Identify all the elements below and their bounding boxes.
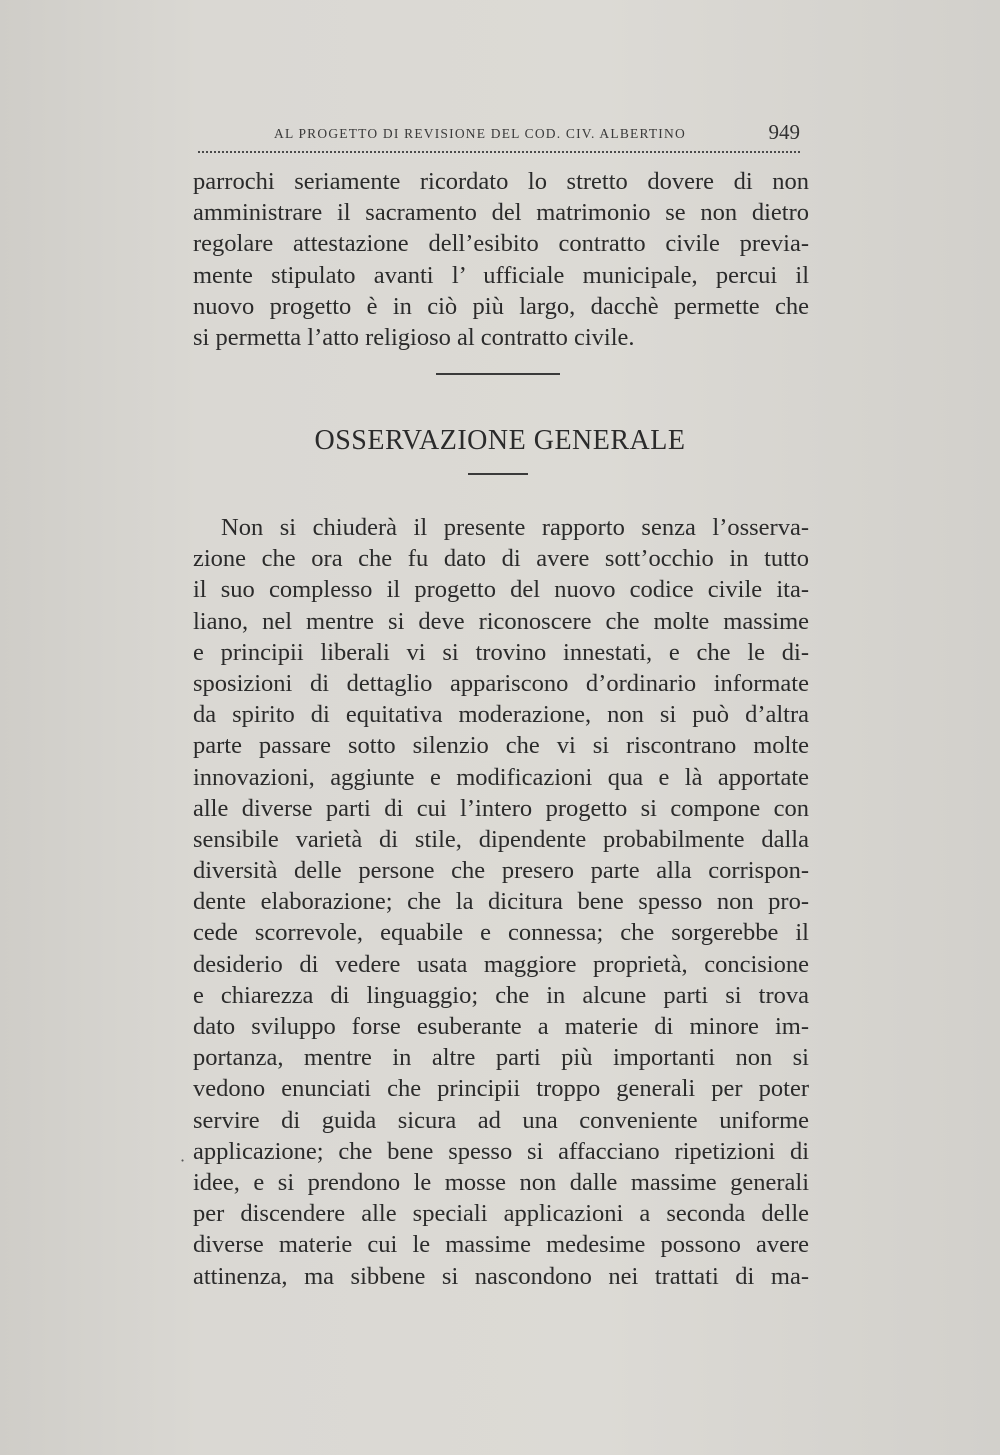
text-line: mente stipulato avanti l’ ufficiale municipale, percui il [193,261,809,289]
margin-dot: · [180,1151,186,1170]
running-head: AL PROGETTO DI REVISIONE DEL COD. CIV. ALBERTINO [274,126,686,141]
text-line: sposizioni di dettaglio appariscono d’ordinario informate [193,669,809,697]
paragraph-observation [193,512,809,1292]
text-line: nuovo progetto è in ciò più largo, dacchè permette che [193,292,809,320]
text-line: amministrare il sacramento del matrimonio se non dietro [193,199,809,227]
text-line: parte passare sotto silenzio che vi si riscontrano molte [193,732,809,760]
text-line: servire di guida sicura ad una conveniente uniforme [193,1106,809,1134]
text-line: diverse materie cui le massime medesime possono avere [193,1231,809,1259]
text-line: innovazioni, aggiunte e modificazioni qua e là apportate [193,763,809,791]
text-line: dato sviluppo forse esuberante a materie di minore im- [193,1013,809,1040]
text-line: da spirito di equitativa moderazione, non si può d’altra [193,701,809,729]
page-header [198,120,802,150]
text-line: attinenza, ma sibbene si nascondono nei trattati di ma- [193,1262,809,1290]
text-line: portanza, mentre in altre parti più importanti non si [193,1044,809,1072]
page-number: 949 [768,120,800,144]
text-line: dente elaborazione; che la dicitura bene spesso non pro- [193,888,809,916]
text-line: idee, e si prendono le mosse non dalle massime generali [193,1168,809,1196]
section-divider-top [436,373,560,375]
text-line: applicazione; che bene spesso si affacciano ripetizioni di [193,1137,809,1165]
text-line: e chiarezza di linguaggio; che in alcune parti si trova [193,981,809,1009]
text-line: per discendere alle speciali applicazioni a seconda delle [193,1200,809,1228]
text-line: liano, nel mentre si deve riconoscere che molte massime [193,607,809,635]
text-line: zione che ora che fu dato di avere sott’occhio in tutto [193,545,809,573]
text-line: e principii liberali vi si trovino innestati, e che le di- [193,638,809,666]
text-line: diversità delle persone che presero parte alla corrispon- [193,857,809,885]
section-divider-bottom [468,473,528,475]
text-line: sensibile varietà di stile, dipendente probabilmente dalla [193,825,809,853]
text-line: desiderio di vedere usata maggiore proprietà, concisione [193,950,809,978]
section-title: OSSERVAZIONE GENERALE [314,425,686,456]
text-line: cede scorrevole, equabile e connessa; che sorgerebbe il [193,919,809,947]
text-line: regolare attestazione dell’esibito contratto civile previa- [193,230,809,258]
text-line: si permetta l’atto religioso al contratto civile. [193,323,635,351]
text-line: parrochi seriamente ricordato lo stretto dovere di non [193,168,809,195]
text-line: vedono enunciati che principii troppo generali per poter [193,1075,809,1103]
text-line: il suo complesso il progetto del nuovo codice civile ita- [193,576,809,604]
text-line: Non si chiuderà il presente rapporto senza l’osserva- [221,514,809,541]
text-line: alle diverse parti di cui l’intero progetto si compone con [193,794,809,822]
paragraph-continued [193,166,809,353]
header-rule [198,151,800,153]
